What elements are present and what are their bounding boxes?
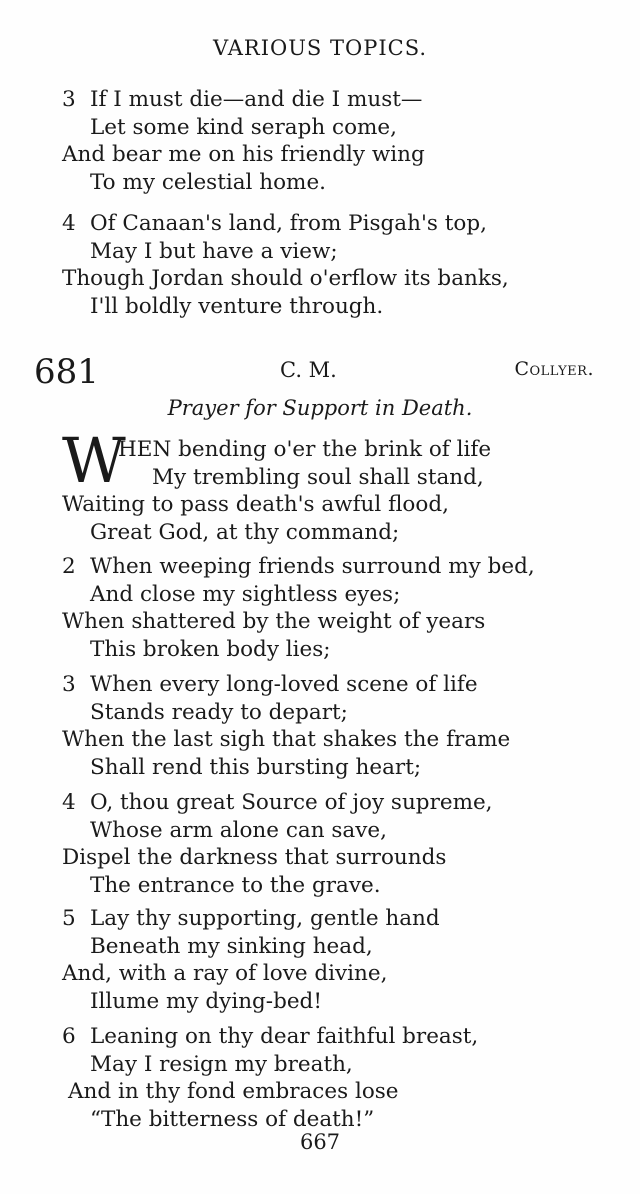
stanza-line: My trembling soul shall stand, xyxy=(152,464,484,490)
stanza-number: 3 xyxy=(62,87,76,112)
stanza-line xyxy=(62,905,602,933)
stanza-line: May I but have a view; xyxy=(90,238,338,264)
stanza-line: To my celestial home. xyxy=(90,169,326,195)
stanza-line: HEN bending o'er the brink of life xyxy=(118,437,492,462)
hymn-stanza-6 xyxy=(62,1023,602,1133)
stanza-line: Stands ready to depart; xyxy=(90,699,348,725)
stanza-line: Great God, at thy command; xyxy=(90,519,400,545)
hymn-stanza-3 xyxy=(62,671,602,781)
hymn-number: 681 xyxy=(34,352,99,392)
hymn-stanza-2 xyxy=(62,553,602,663)
stanza-line: Though Jordan should o'erflow its banks, xyxy=(62,266,509,291)
stanza-line xyxy=(62,210,602,238)
stanza-line: I'll boldly venture through. xyxy=(90,293,384,319)
stanza-line: “The bitterness of death!” xyxy=(90,1106,375,1132)
stanza-line: May I resign my breath, xyxy=(90,1051,353,1077)
stanza-number: 5 xyxy=(62,906,76,931)
stanza-number: 4 xyxy=(62,211,76,236)
line-text: Leaning on thy dear faithful breast, xyxy=(90,1024,479,1049)
stanza-line: Waiting to pass death's awful flood, xyxy=(62,492,449,517)
hymn-header xyxy=(34,352,594,392)
stanza-line: When shattered by the weight of years xyxy=(62,609,486,634)
hymn-stanza-5 xyxy=(62,905,602,1015)
running-head: VARIOUS TOPICS. xyxy=(212,36,428,60)
stanza-line: This broken body lies; xyxy=(90,636,331,662)
stanza-line: When the last sigh that shakes the frame xyxy=(62,727,511,752)
line-text: When every long-loved scene of life xyxy=(90,672,478,697)
stanza-line: And close my sightless eyes; xyxy=(90,581,401,607)
stanza-number: 2 xyxy=(62,554,76,579)
prev-stanza-4 xyxy=(62,210,602,320)
stanza-line: Let some kind seraph come, xyxy=(90,114,397,140)
hymn-author: Collyer. xyxy=(514,358,594,380)
stanza-line xyxy=(62,1023,602,1051)
stanza-line: Illume my dying-bed! xyxy=(90,988,322,1014)
stanza-line: And in thy fond embraces lose xyxy=(68,1079,399,1104)
line-text: When weeping friends surround my bed, xyxy=(90,554,535,579)
hymn-stanza-4 xyxy=(62,789,602,899)
stanza-line xyxy=(62,86,602,114)
stanza-line xyxy=(62,789,602,817)
prev-stanza-3 xyxy=(62,86,602,196)
line-text: Of Canaan's land, from Pisgah's top, xyxy=(90,211,487,236)
stanza-line xyxy=(62,671,602,699)
line-text: If I must die—and die I must— xyxy=(90,87,423,112)
line-text: O, thou great Source of joy supreme, xyxy=(90,790,493,815)
stanza-number: 3 xyxy=(62,672,76,697)
stanza-line: And bear me on his friendly wing xyxy=(62,142,425,167)
line-text: Lay thy supporting, gentle hand xyxy=(90,906,440,931)
drop-cap: W xyxy=(62,424,126,497)
stanza-line xyxy=(62,553,602,581)
stanza-line: Beneath my sinking head, xyxy=(90,933,373,959)
page-number: 667 xyxy=(299,1130,341,1154)
stanza-line: Shall rend this bursting heart; xyxy=(90,754,422,780)
stanza-line: And, with a ray of love divine, xyxy=(62,961,388,986)
stanza-number: 6 xyxy=(62,1024,76,1049)
stanza-number: 4 xyxy=(62,790,76,815)
hymn-meter: C. M. xyxy=(280,358,337,382)
hymn-title: Prayer for Support in Death. xyxy=(167,396,473,420)
stanza-line: Whose arm alone can save, xyxy=(90,817,387,843)
hymn-stanza-1 xyxy=(62,436,602,546)
stanza-line: Dispel the darkness that surrounds xyxy=(62,845,447,870)
stanza-line: The entrance to the grave. xyxy=(90,872,381,898)
